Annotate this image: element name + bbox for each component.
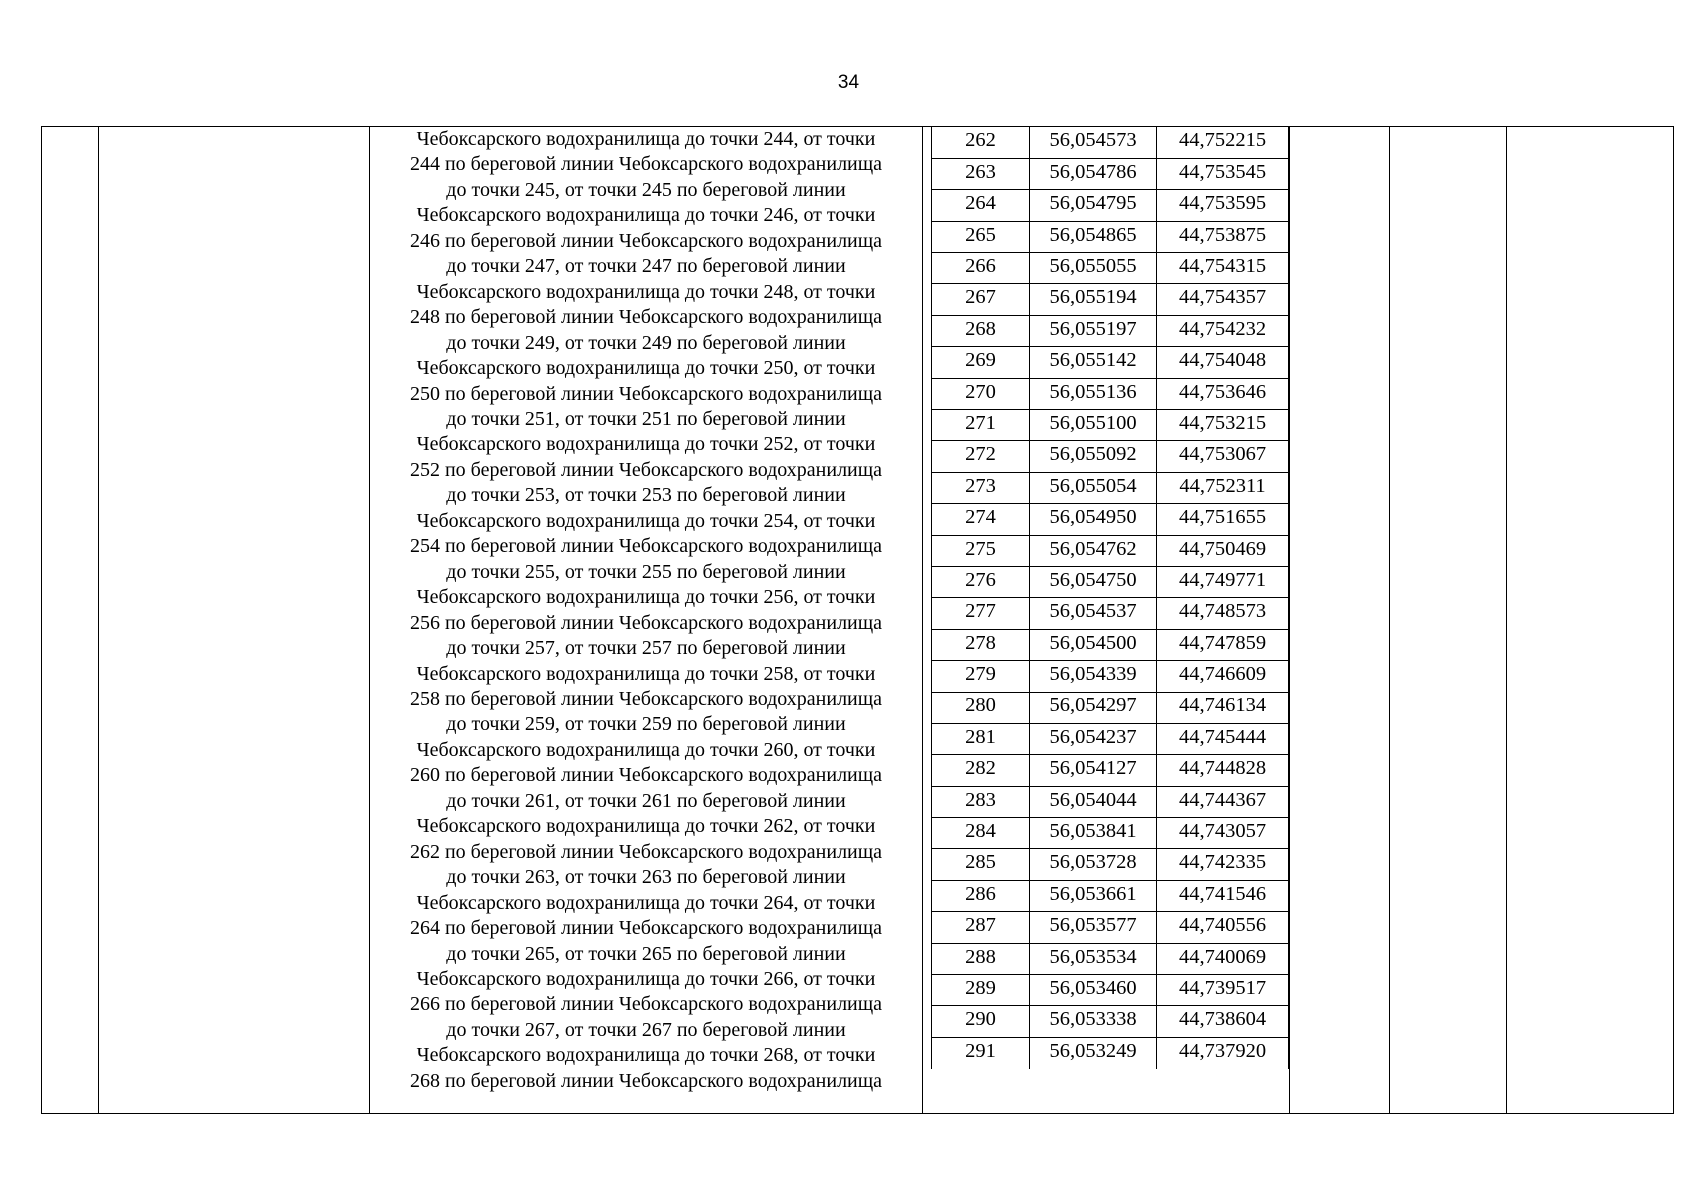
latitude-value: 56,054865 xyxy=(1030,221,1157,252)
longitude-value: 44,749771 xyxy=(1157,566,1289,597)
page-number: 34 xyxy=(837,72,860,93)
description-line: до точки 263, от точки 263 по береговой линии xyxy=(446,866,846,889)
latitude-value: 56,053338 xyxy=(1030,1006,1157,1037)
description-line: 248 по береговой линии Чебоксарского водохранилища xyxy=(409,306,883,329)
coordinate-row xyxy=(932,786,1289,817)
description-line: 260 по береговой линии Чебоксарского водохранилища xyxy=(409,764,883,787)
description-line: 262 по береговой линии Чебоксарского водохранилища xyxy=(409,840,883,863)
description-line: до точки 253, от точки 253 по береговой линии xyxy=(446,484,846,507)
longitude-value: 44,740069 xyxy=(1157,943,1289,974)
number-column-cell xyxy=(42,127,99,1114)
point-number: 278 xyxy=(932,629,1030,660)
point-number: 274 xyxy=(932,504,1030,535)
description-line: Чебоксарского водохранилища до точки 248, от точки xyxy=(416,280,876,303)
latitude-value: 56,053534 xyxy=(1030,943,1157,974)
coordinate-row xyxy=(932,441,1289,472)
description-line: 246 по береговой линии Чебоксарского водохранилища xyxy=(409,229,883,252)
latitude-value: 56,054786 xyxy=(1030,158,1157,189)
point-number: 262 xyxy=(932,127,1030,158)
empty-column-cell xyxy=(1290,127,1390,1114)
longitude-value: 44,751655 xyxy=(1157,504,1289,535)
description-line: Чебоксарского водохранилища до точки 262, от точки xyxy=(416,815,876,838)
point-number: 284 xyxy=(932,818,1030,849)
description-line: Чебоксарского водохранилища до точки 264, от точки xyxy=(416,891,876,914)
longitude-value: 44,746134 xyxy=(1157,692,1289,723)
longitude-value: 44,750469 xyxy=(1157,535,1289,566)
description-line: 258 по береговой линии Чебоксарского водохранилища xyxy=(409,687,883,710)
description-line: Чебоксарского водохранилища до точки 250, от точки xyxy=(416,357,876,380)
point-number: 287 xyxy=(932,912,1030,943)
longitude-value: 44,738604 xyxy=(1157,1006,1289,1037)
coordinate-row xyxy=(932,504,1289,535)
latitude-value: 56,053841 xyxy=(1030,818,1157,849)
coordinate-row xyxy=(932,723,1289,754)
point-number: 289 xyxy=(932,975,1030,1006)
coordinate-row xyxy=(932,755,1289,786)
point-number: 283 xyxy=(932,786,1030,817)
longitude-value: 44,740556 xyxy=(1157,912,1289,943)
longitude-value: 44,744367 xyxy=(1157,786,1289,817)
point-number: 273 xyxy=(932,472,1030,503)
longitude-value: 44,752311 xyxy=(1157,472,1289,503)
longitude-value: 44,753875 xyxy=(1157,221,1289,252)
latitude-value: 56,054950 xyxy=(1030,504,1157,535)
latitude-value: 56,053577 xyxy=(1030,912,1157,943)
description-line: Чебоксарского водохранилища до точки 260, от точки xyxy=(416,738,876,761)
description-line: Чебоксарского водохранилища до точки 244, от точки xyxy=(416,128,876,150)
description-line: Чебоксарского водохранилища до точки 266, от точки xyxy=(416,967,876,990)
longitude-value: 44,743057 xyxy=(1157,818,1289,849)
description-line: 244 по береговой линии Чебоксарского водохранилища xyxy=(409,153,883,176)
coordinate-row xyxy=(932,378,1289,409)
longitude-value: 44,737920 xyxy=(1157,1037,1289,1068)
description-line: до точки 245, от точки 245 по береговой линии xyxy=(446,178,846,201)
description-line: Чебоксарского водохранилища до точки 258, от точки xyxy=(416,662,876,685)
description-line: до точки 249, от точки 249 по береговой линии xyxy=(446,331,846,354)
latitude-value: 56,053728 xyxy=(1030,849,1157,880)
coordinate-row xyxy=(932,661,1289,692)
coordinate-row xyxy=(932,410,1289,441)
latitude-value: 56,054762 xyxy=(1030,535,1157,566)
point-number: 282 xyxy=(932,755,1030,786)
description-line: Чебоксарского водохранилища до точки 246, от точки xyxy=(416,204,876,227)
description-line: 268 по береговой линии Чебоксарского водохранилища xyxy=(409,1069,883,1092)
coordinate-row xyxy=(932,221,1289,252)
coordinate-row xyxy=(932,472,1289,503)
point-number: 269 xyxy=(932,347,1030,378)
coordinate-row xyxy=(932,347,1289,378)
latitude-value: 56,054339 xyxy=(1030,661,1157,692)
point-number: 276 xyxy=(932,566,1030,597)
point-number: 279 xyxy=(932,661,1030,692)
boundary-table xyxy=(41,126,1674,1114)
coordinate-row xyxy=(932,975,1289,1006)
latitude-value: 56,055197 xyxy=(1030,315,1157,346)
point-number: 263 xyxy=(932,158,1030,189)
description-line: до точки 265, от точки 265 по береговой линии xyxy=(446,942,846,965)
latitude-value: 56,055194 xyxy=(1030,284,1157,315)
point-number: 280 xyxy=(932,692,1030,723)
description-line: 264 по береговой линии Чебоксарского водохранилища xyxy=(409,917,883,940)
coordinate-row xyxy=(932,692,1289,723)
latitude-value: 56,054500 xyxy=(1030,629,1157,660)
description-line: до точки 247, от точки 247 по береговой линии xyxy=(446,255,846,278)
description-line: Чебоксарского водохранилища до точки 268, от точки xyxy=(416,1044,876,1067)
boundary-description-cell xyxy=(370,127,923,1114)
description-line: до точки 267, от точки 267 по береговой линии xyxy=(446,1018,846,1041)
latitude-value: 56,055055 xyxy=(1030,253,1157,284)
description-line: 252 по береговой линии Чебоксарского водохранилища xyxy=(409,458,883,481)
latitude-value: 56,055054 xyxy=(1030,472,1157,503)
latitude-value: 56,054537 xyxy=(1030,598,1157,629)
coordinate-row xyxy=(932,943,1289,974)
latitude-value: 56,054750 xyxy=(1030,566,1157,597)
latitude-value: 56,055100 xyxy=(1030,410,1157,441)
latitude-value: 56,055092 xyxy=(1030,441,1157,472)
coordinate-row xyxy=(932,598,1289,629)
latitude-value: 56,054297 xyxy=(1030,692,1157,723)
latitude-value: 56,053460 xyxy=(1030,975,1157,1006)
description-line: 250 по береговой линии Чебоксарского водохранилища xyxy=(409,382,883,405)
description-line: Чебоксарского водохранилища до точки 256, от точки xyxy=(416,586,876,609)
longitude-value: 44,745444 xyxy=(1157,723,1289,754)
coordinate-row xyxy=(932,818,1289,849)
longitude-value: 44,747859 xyxy=(1157,629,1289,660)
coordinate-row xyxy=(932,849,1289,880)
point-number: 275 xyxy=(932,535,1030,566)
latitude-value: 56,054127 xyxy=(1030,755,1157,786)
latitude-value: 56,054044 xyxy=(1030,786,1157,817)
point-number: 281 xyxy=(932,723,1030,754)
longitude-value: 44,752215 xyxy=(1157,127,1289,158)
point-number: 267 xyxy=(932,284,1030,315)
description-line: до точки 261, от точки 261 по береговой линии xyxy=(446,789,846,812)
longitude-value: 44,746609 xyxy=(1157,661,1289,692)
coordinate-row xyxy=(932,1006,1289,1037)
point-number: 291 xyxy=(932,1037,1030,1068)
empty-column-cell xyxy=(1390,127,1507,1114)
coordinate-row xyxy=(932,253,1289,284)
coordinate-row xyxy=(932,629,1289,660)
coordinate-row xyxy=(932,284,1289,315)
description-line: 256 по береговой линии Чебоксарского водохранилища xyxy=(409,611,883,634)
longitude-value: 44,742335 xyxy=(1157,849,1289,880)
latitude-value: 56,054795 xyxy=(1030,190,1157,221)
longitude-value: 44,744828 xyxy=(1157,755,1289,786)
longitude-value: 44,754048 xyxy=(1157,347,1289,378)
point-number: 266 xyxy=(932,253,1030,284)
point-number: 277 xyxy=(932,598,1030,629)
coordinate-row xyxy=(932,880,1289,911)
longitude-value: 44,741546 xyxy=(1157,880,1289,911)
latitude-value: 56,053249 xyxy=(1030,1037,1157,1068)
description-line: до точки 257, от точки 257 по береговой линии xyxy=(446,637,846,660)
longitude-value: 44,754232 xyxy=(1157,315,1289,346)
latitude-value: 56,053661 xyxy=(1030,880,1157,911)
longitude-value: 44,753067 xyxy=(1157,441,1289,472)
longitude-value: 44,753646 xyxy=(1157,378,1289,409)
coordinate-row xyxy=(932,566,1289,597)
coordinate-row xyxy=(932,1037,1289,1068)
coordinate-row xyxy=(932,127,1289,158)
description-line: 254 по береговой линии Чебоксарского водохранилища xyxy=(409,535,883,558)
longitude-value: 44,753545 xyxy=(1157,158,1289,189)
point-number: 285 xyxy=(932,849,1030,880)
point-number: 271 xyxy=(932,410,1030,441)
coordinate-row xyxy=(932,190,1289,221)
coordinates-cell xyxy=(923,127,1290,1114)
longitude-value: 44,748573 xyxy=(1157,598,1289,629)
description-line: до точки 259, от точки 259 по береговой линии xyxy=(446,713,846,736)
point-number: 270 xyxy=(932,378,1030,409)
point-number: 272 xyxy=(932,441,1030,472)
point-number: 288 xyxy=(932,943,1030,974)
coordinate-row xyxy=(932,912,1289,943)
coordinate-row xyxy=(932,158,1289,189)
point-number: 265 xyxy=(932,221,1030,252)
longitude-value: 44,753215 xyxy=(1157,410,1289,441)
boundary-description xyxy=(370,127,922,1094)
coordinate-row xyxy=(932,315,1289,346)
longitude-value: 44,753595 xyxy=(1157,190,1289,221)
empty-column-cell xyxy=(1507,127,1674,1114)
point-number: 264 xyxy=(932,190,1030,221)
description-line: до точки 255, от точки 255 по береговой линии xyxy=(446,560,846,583)
table-row xyxy=(42,127,1674,1114)
latitude-value: 56,054237 xyxy=(1030,723,1157,754)
point-number: 290 xyxy=(932,1006,1030,1037)
longitude-value: 44,739517 xyxy=(1157,975,1289,1006)
description-line: Чебоксарского водохранилища до точки 252, от точки xyxy=(416,433,876,456)
name-column-cell xyxy=(99,127,370,1114)
description-line: Чебоксарского водохранилища до точки 254, от точки xyxy=(416,509,876,532)
coordinate-row xyxy=(932,535,1289,566)
latitude-value: 56,055142 xyxy=(1030,347,1157,378)
description-line: 266 по береговой линии Чебоксарского водохранилища xyxy=(409,993,883,1016)
latitude-value: 56,054573 xyxy=(1030,127,1157,158)
description-line: до точки 251, от точки 251 по береговой линии xyxy=(446,407,846,430)
coordinates-table xyxy=(931,127,1289,1069)
longitude-value: 44,754315 xyxy=(1157,253,1289,284)
longitude-value: 44,754357 xyxy=(1157,284,1289,315)
latitude-value: 56,055136 xyxy=(1030,378,1157,409)
point-number: 286 xyxy=(932,880,1030,911)
point-number: 268 xyxy=(932,315,1030,346)
